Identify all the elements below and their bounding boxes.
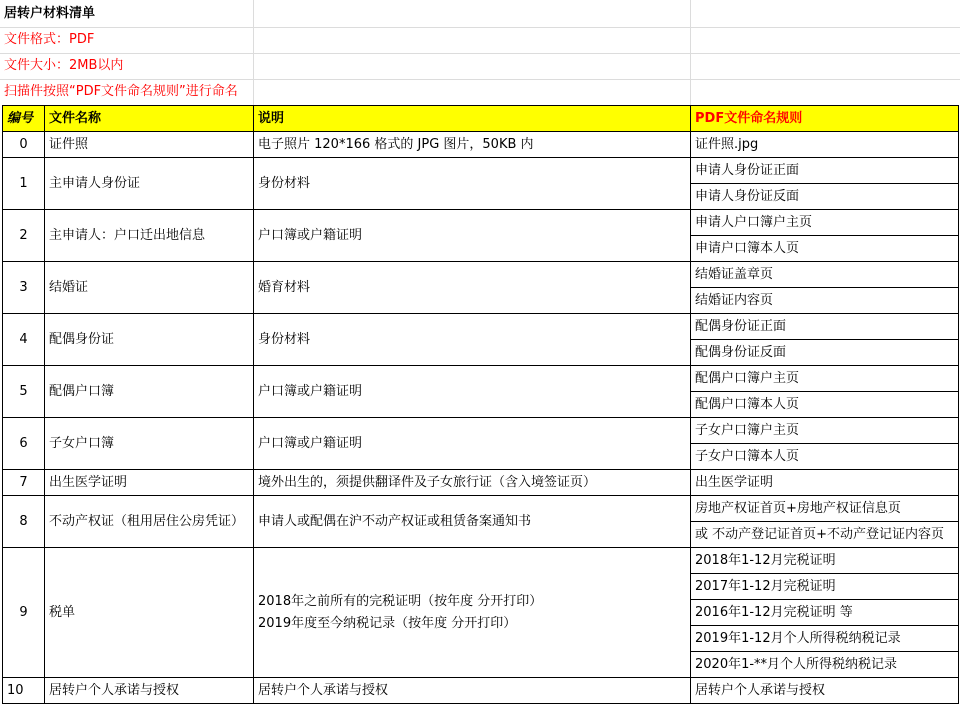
cell-naming-rule[interactable]: 申请户口簿本人页 xyxy=(691,236,959,262)
gridline xyxy=(0,27,960,28)
cell-file-name[interactable]: 配偶户口簿 xyxy=(45,366,254,418)
table-row xyxy=(3,210,959,236)
description-line: 2018年之前所有的完税证明（按年度 分开打印） xyxy=(258,593,543,609)
cell-file-name[interactable]: 主申请人身份证 xyxy=(45,158,254,210)
cell-naming-rule[interactable]: 2016年1-12月完税证明 等 xyxy=(691,600,959,626)
table-row xyxy=(3,548,959,574)
file-format-note[interactable]: 文件格式：PDF xyxy=(4,32,95,47)
cell-description[interactable]: 境外出生的，须提供翻译件及子女旅行证（含入境签证页） xyxy=(254,470,691,496)
cell-naming-rule[interactable]: 或 不动产登记证首页+不动产登记证内容页 xyxy=(691,522,959,548)
cell-file-name[interactable]: 证件照 xyxy=(45,132,254,158)
cell-num[interactable]: 2 xyxy=(3,210,45,262)
cell-naming-rule[interactable]: 结婚证内容页 xyxy=(691,288,959,314)
cell-naming-rule[interactable]: 2017年1-12月完税证明 xyxy=(691,574,959,600)
table-row xyxy=(3,132,959,158)
cell-naming-rule[interactable]: 配偶身份证反面 xyxy=(691,340,959,366)
cell-description[interactable]: 户口簿或户籍证明 xyxy=(254,210,691,262)
cell-description[interactable]: 身份材料 xyxy=(254,314,691,366)
table-row xyxy=(3,262,959,288)
cell-description[interactable]: 婚育材料 xyxy=(254,262,691,314)
cell-file-name[interactable]: 不动产权证（租用居住公房凭证） xyxy=(45,496,254,548)
table-row xyxy=(3,418,959,444)
cell-file-name[interactable]: 结婚证 xyxy=(45,262,254,314)
file-size-note[interactable]: 文件大小：2MB以内 xyxy=(4,58,124,73)
cell-num[interactable]: 8 xyxy=(3,496,45,548)
cell-file-name[interactable]: 居转户个人承诺与授权 xyxy=(45,678,254,704)
cell-num[interactable]: 6 xyxy=(3,418,45,470)
cell-num[interactable]: 3 xyxy=(3,262,45,314)
cell-naming-rule[interactable]: 配偶户口簿本人页 xyxy=(691,392,959,418)
cell-naming-rule[interactable]: 申请人身份证正面 xyxy=(691,158,959,184)
header-num[interactable]: 编号 xyxy=(3,106,45,132)
cell-description[interactable]: 户口簿或户籍证明 xyxy=(254,418,691,470)
description-line: 2019年度至今纳税记录（按年度 分开打印） xyxy=(258,615,517,631)
naming-note[interactable]: 扫描件按照“PDF文件命名规则”进行命名 xyxy=(4,84,238,99)
table-row xyxy=(3,496,959,522)
header-rule[interactable]: PDF文件命名规则 xyxy=(691,106,959,132)
cell-num[interactable]: 4 xyxy=(3,314,45,366)
table-row xyxy=(3,158,959,184)
cell-naming-rule[interactable]: 2020年1-**月个人所得税纳税记录 xyxy=(691,652,959,678)
cell-num[interactable]: 1 xyxy=(3,158,45,210)
header-row xyxy=(3,106,959,132)
cell-description[interactable]: 申请人或配偶在沪不动产权证或租赁备案通知书 xyxy=(254,496,691,548)
table-row xyxy=(3,678,959,704)
cell-num[interactable]: 0 xyxy=(3,132,45,158)
cell-file-name[interactable]: 税单 xyxy=(45,548,254,678)
cell-file-name[interactable]: 子女户口簿 xyxy=(45,418,254,470)
cell-num[interactable]: 5 xyxy=(3,366,45,418)
cell-naming-rule[interactable]: 2019年1-12月个人所得税纳税记录 xyxy=(691,626,959,652)
cell-naming-rule[interactable]: 居转户个人承诺与授权 xyxy=(691,678,959,704)
cell-description[interactable]: 电子照片 120*166 格式的 JPG 图片，50KB 内 xyxy=(254,132,691,158)
cell-naming-rule[interactable]: 申请人身份证反面 xyxy=(691,184,959,210)
cell-file-name[interactable]: 主申请人：户口迁出地信息 xyxy=(45,210,254,262)
cell-naming-rule[interactable]: 子女户口簿户主页 xyxy=(691,418,959,444)
gridline xyxy=(0,53,960,54)
cell-description[interactable]: 身份材料 xyxy=(254,158,691,210)
cell-naming-rule[interactable]: 子女户口簿本人页 xyxy=(691,444,959,470)
cell-num[interactable]: 10 xyxy=(3,678,45,704)
cell-naming-rule[interactable]: 房地产权证首页+房地产权证信息页 xyxy=(691,496,959,522)
cell-description[interactable]: 居转户个人承诺与授权 xyxy=(254,678,691,704)
cell-naming-rule[interactable]: 出生医学证明 xyxy=(691,470,959,496)
cell-file-name[interactable]: 配偶身份证 xyxy=(45,314,254,366)
cell-description[interactable]: 户口簿或户籍证明 xyxy=(254,366,691,418)
cell-num[interactable]: 7 xyxy=(3,470,45,496)
sheet-title[interactable]: 居转户材料清单 xyxy=(4,6,96,21)
cell-file-name[interactable]: 出生医学证明 xyxy=(45,470,254,496)
cell-naming-rule[interactable]: 2018年1-12月完税证明 xyxy=(691,548,959,574)
table-row xyxy=(3,366,959,392)
header-name[interactable]: 文件名称 xyxy=(45,106,254,132)
cell-naming-rule[interactable]: 配偶户口簿户主页 xyxy=(691,366,959,392)
cell-naming-rule[interactable]: 申请人户口簿户主页 xyxy=(691,210,959,236)
table-row xyxy=(3,470,959,496)
cell-num[interactable]: 9 xyxy=(3,548,45,678)
cell-naming-rule[interactable]: 配偶身份证正面 xyxy=(691,314,959,340)
header-desc[interactable]: 说明 xyxy=(254,106,691,132)
materials-table xyxy=(2,105,959,704)
cell-description[interactable] xyxy=(254,548,691,678)
cell-naming-rule[interactable]: 结婚证盖章页 xyxy=(691,262,959,288)
cell-naming-rule[interactable]: 证件照.jpg xyxy=(691,132,959,158)
table-row xyxy=(3,314,959,340)
